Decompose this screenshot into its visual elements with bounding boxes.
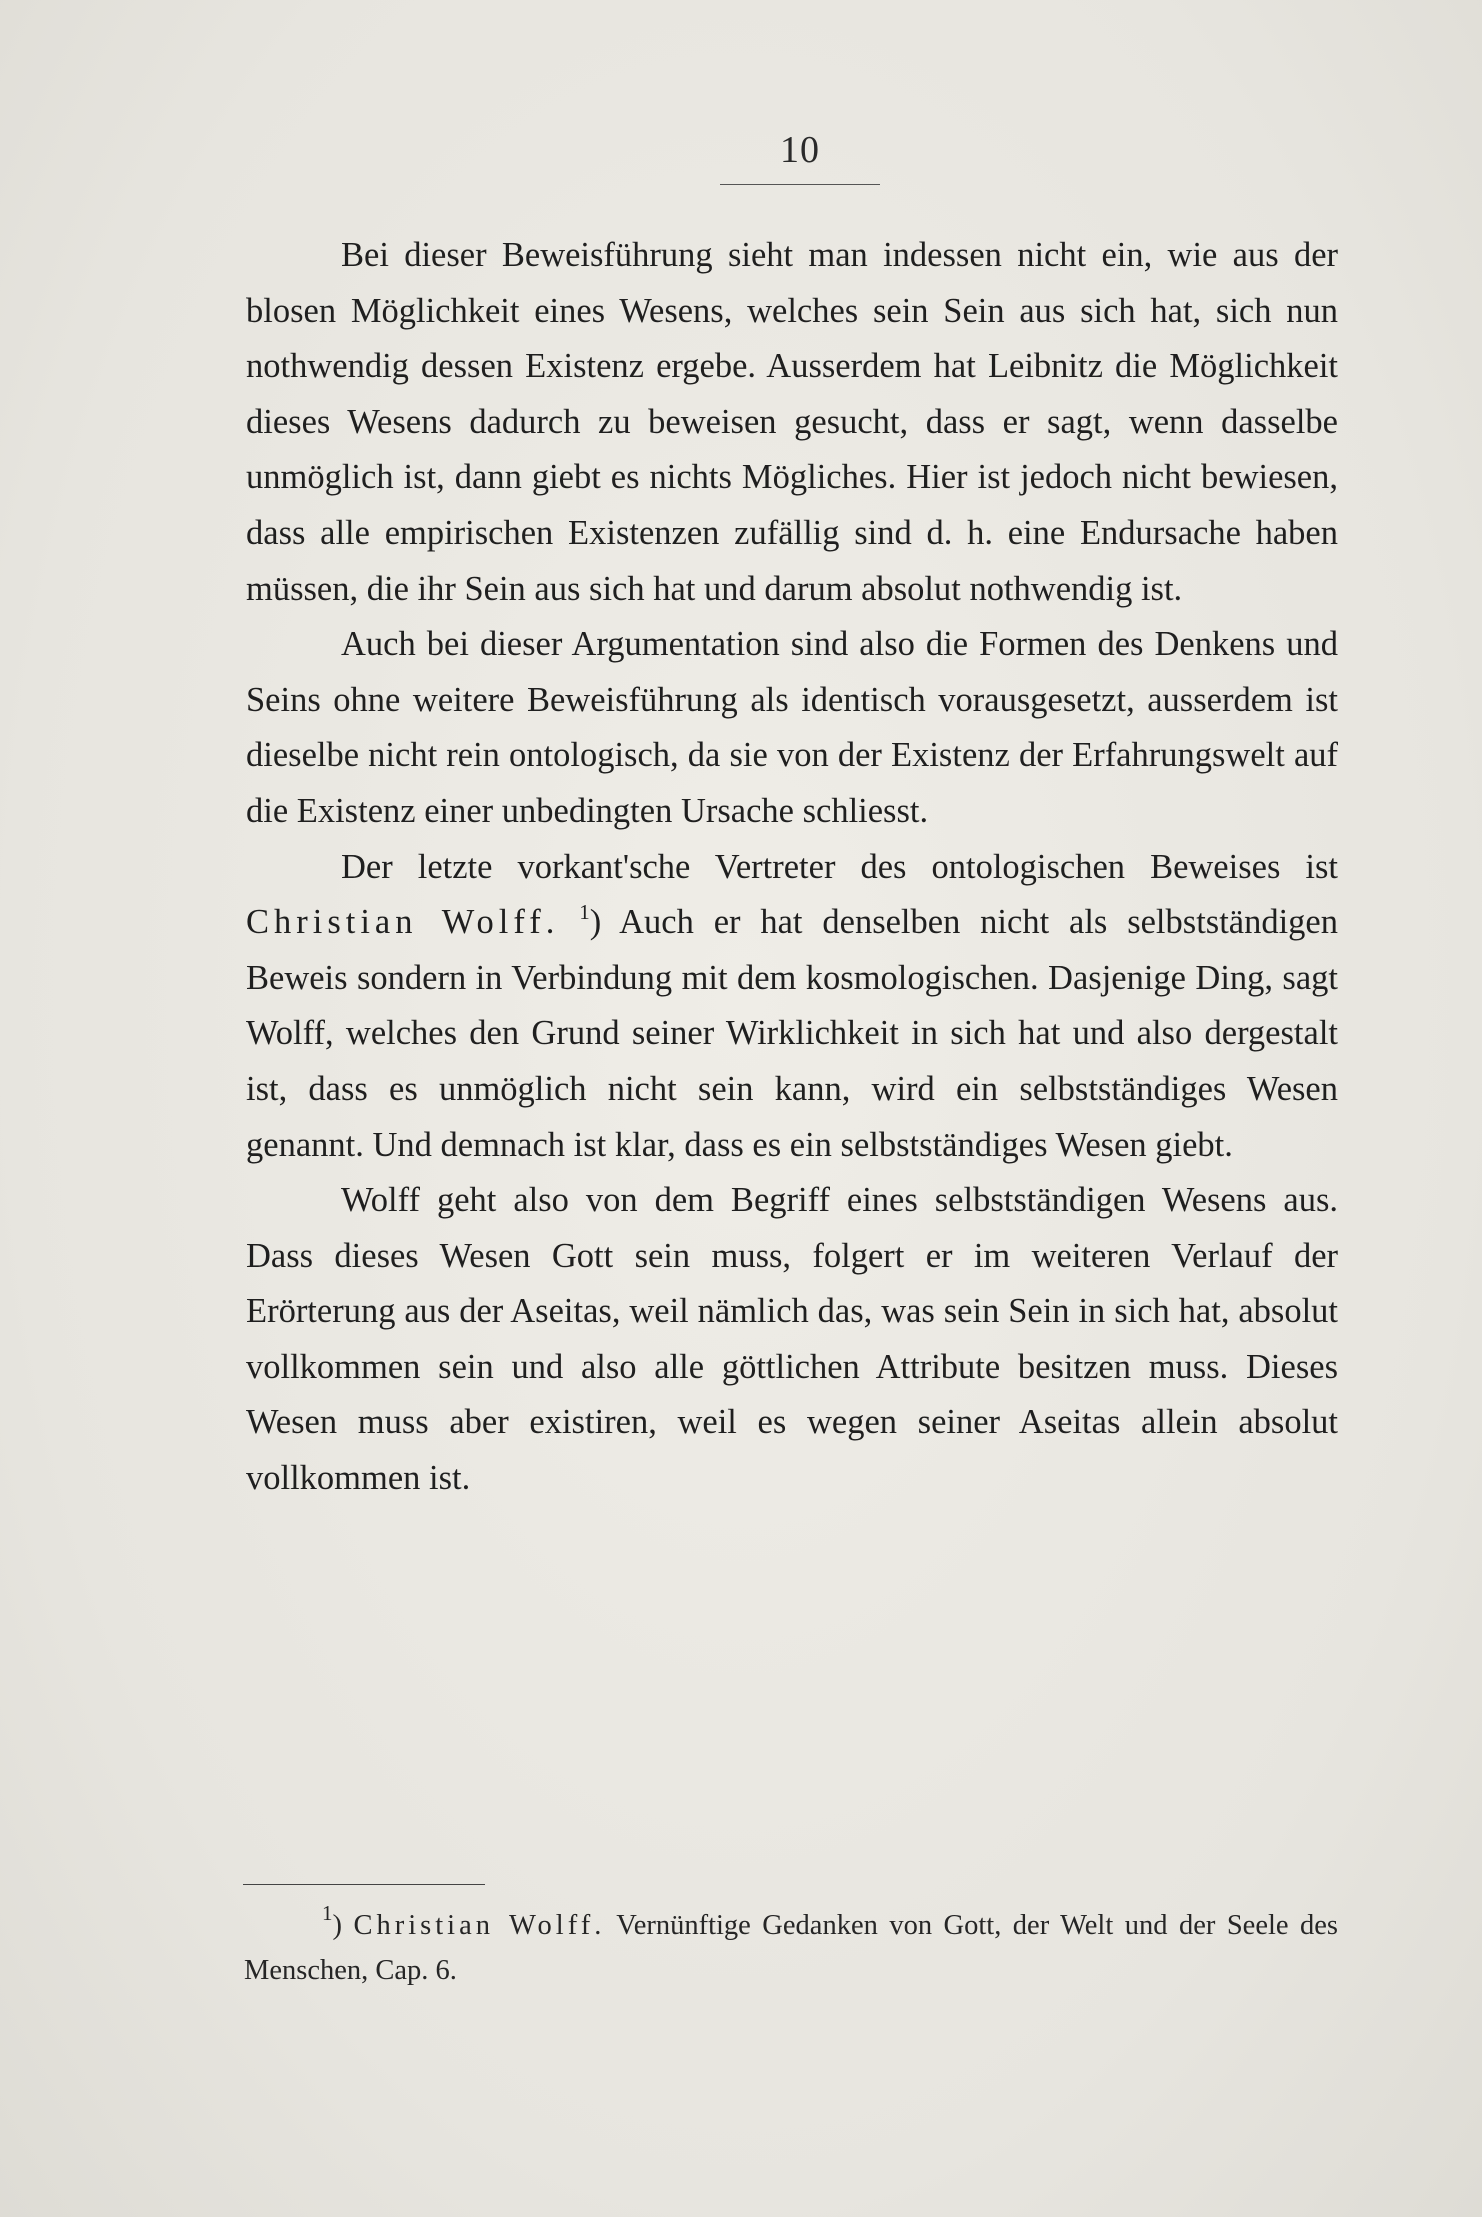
- paragraph-3: [246, 840, 1338, 1174]
- footnote: [244, 1903, 1338, 1993]
- footnote-citation: Vernünftige Gedanken von Gott, der Welt und der Seele des Menschen, Cap. 6.: [244, 1910, 1339, 1986]
- paragraph-1: Bei dieser Beweisführung sieht man indessen nicht ein, wie aus der blosen Möglichkeit eines Wesens, welches sein Sein aus sich hat, sich nun nothwendig dessen Existenz ergebe. Ausserdem hat Leibnitz die Möglichkeit dieses Wesens dadurch zu beweisen gesucht, dass er sagt, wenn dasselbe unmöglich ist, dann giebt es nichts Mögliches. Hier ist jedoch nicht bewiesen, dass alle empirischen Existenzen zufällig sind d. h. eine Endursache haben müssen, die ihr Sein aus sich hat und darum absolut nothwendig ist.: [246, 236, 1338, 608]
- footnote-reference[interactable]: 1: [579, 900, 590, 925]
- paragraph-3-lead: Der letzte vorkant'sche Vertreter des ontologischen Beweises ist: [341, 847, 1338, 886]
- footnote-author-spaced: Christian Wolff.: [353, 1910, 606, 1941]
- paragraph-2: Auch bei dieser Argumentation sind also die Formen des Denkens und Seins ohne weitere Beweisführung als identisch vorausgesetzt, ausserdem ist dieselbe nicht rein ontologisch, da sie von der Existenz der Erfahrungswelt auf die Existenz einer unbedingten Ursache schliesst.: [246, 625, 1338, 830]
- header-rule: [720, 184, 880, 185]
- footnote-marker: 1: [322, 1901, 333, 1925]
- author-name-spaced: Christian Wolff.: [246, 903, 560, 942]
- page-number: 10: [780, 129, 820, 171]
- footnote-rule: [243, 1884, 485, 1885]
- footnote-marker-paren: ): [332, 1910, 342, 1941]
- paragraph-4: Wolff geht also von dem Begriff eines selbstständigen Wesens aus. Dass dieses Wesen Gott sein muss, folgert er im weiteren Verlauf der Erörterung aus der Aseitas, weil nämlich das, was sein Sein in sich hat, absolut vollkommen sein und also alle göttlichen Attribute besitzen muss. Dieses Wesen muss aber existiren, weil es wegen seiner Aseitas allein absolut vollkommen ist.: [246, 1181, 1338, 1498]
- footnote-text: [244, 1903, 1338, 1993]
- paragraph-3-rest: ) Auch er hat denselben nicht als selbstständigen Beweis sondern in Verbindung mit dem kosmologischen. Dasjenige Ding, sagt Wolff, welches den Grund seiner Wirklichkeit in sich hat und also dergestalt ist, dass es unmöglich nicht sein kann, wird ein selbstständiges Wesen genannt. Und demnach ist klar, dass es ein selbstständiges Wesen giebt.: [246, 903, 1338, 1164]
- body-text: [246, 228, 1338, 1507]
